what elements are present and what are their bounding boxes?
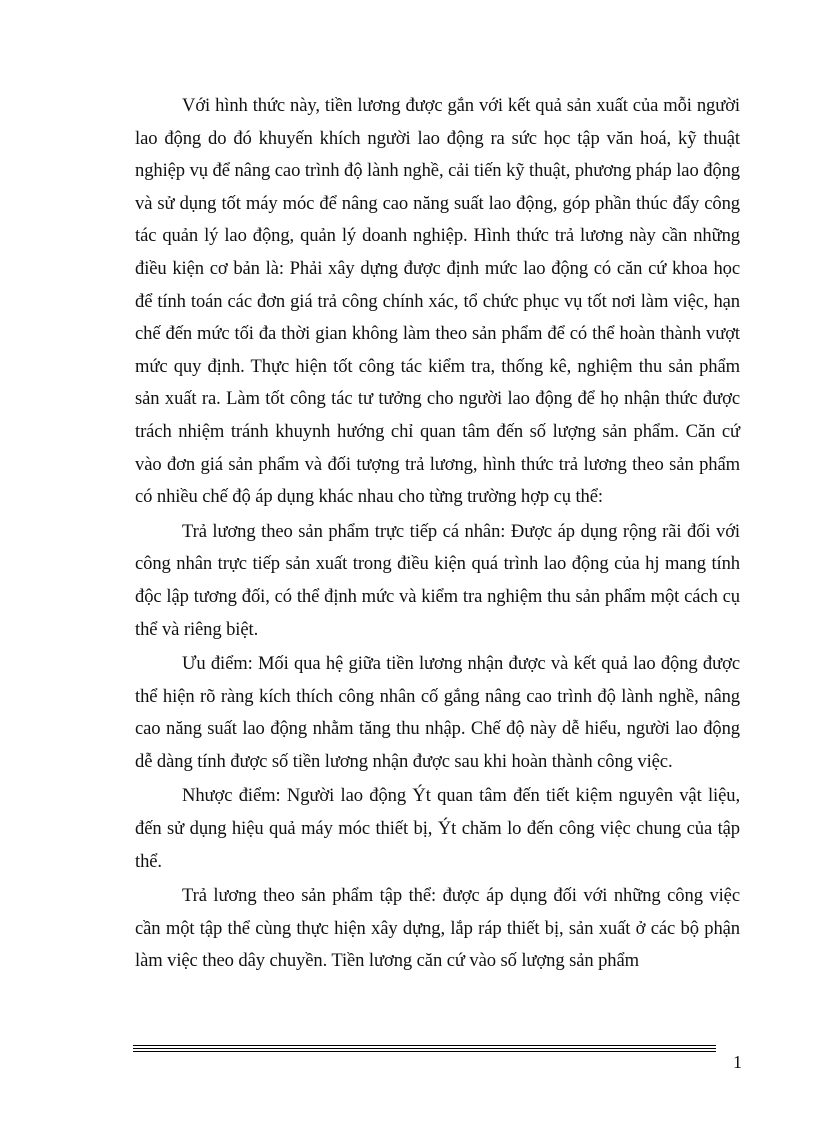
paragraph-collective-piece-rate: Trả lương theo sản phẩm tập thể: được áp dụng đối với những công việc cần một tập thể cùng thực hiện xây dựng, lắp ráp thiết bị, sản xuất ở các bộ phận làm việc theo dây chuyền. Tiền lương căn cứ vào số lượng sản phẩm [135,885,740,972]
paragraph-advantages: Ưu điểm: Mối qua hệ giữa tiền lương nhận được và kết quả lao động được thể hiện rõ ràng kích thích công nhân cố gắng nâng cao trình độ lành nghề, nâng cao năng suất lao động nhằm tăng thu nhập. Chế độ này dễ hiểu, người lao động dễ dàng tính được số tiền lương nhận được sau khi hoàn thành công việc. [135,653,740,772]
footer-divider-line [133,1045,716,1046]
paragraph-disadvantages: Nhược điểm: Người lao động Ýt quan tâm đến tiết kiệm nguyên vật liệu, đến sử dụng hiệu quả máy móc thiết bị, Ýt chăm lo đến công việc chung của tập thể. [135,785,740,872]
body-text [135,90,740,980]
footer-divider-line [133,1048,716,1049]
footer-divider-line [133,1051,716,1052]
paragraph-piece-rate-benefits: Với hình thức này, tiền lương được gắn với kết quả sản xuất của mỗi người lao động do đó khuyến khích người lao động ra sức học tập văn hoá, kỹ thuật nghiệp vụ để nâng cao trình độ lành nghề, cải tiến kỹ thuật, phương pháp lao động và sử dụng tốt máy móc để nâng cao năng suất lao động, góp phần thúc đẩy công tác quản lý lao động, quản lý doanh nghiệp. Hình thức trả lương này cần những điều kiện cơ bản là: Phải xây dựng được định mức lao động có căn cứ khoa học để tính toán các đơn giá trả công chính xác, tổ chức phục vụ tốt nơi làm việc, hạn chế đến mức tối đa thời gian không làm theo sản phẩm để có thể hoàn thành vượt mức quy định. Thực hiện tốt công tác kiểm tra, thống kê, nghiệm thu sản phẩm sản xuất ra. Làm tốt công tác tư tưởng cho người lao động để họ nhận thức được trách nhiệm tránh khuynh hướng chỉ quan tâm đến số lượng sản phẩm. Căn cứ vào đơn giá sản phẩm và đối tượng trả lương, hình thức trả lương theo sản phẩm có nhiều chế độ áp dụng khác nhau cho từng trường hợp cụ thể: [135,95,740,508]
paragraph-individual-piece-rate: Trả lương theo sản phẩm trực tiếp cá nhân: Được áp dụng rộng rãi đối với công nhân trực tiếp sản xuất trong điều kiện quá trình lao động của hj mang tính độc lập tương đối, có thể định mức và kiểm tra nghiệm thu sản phẩm một cách cụ thể và riêng biệt. [135,520,740,640]
page-number: 1 [733,1052,742,1072]
